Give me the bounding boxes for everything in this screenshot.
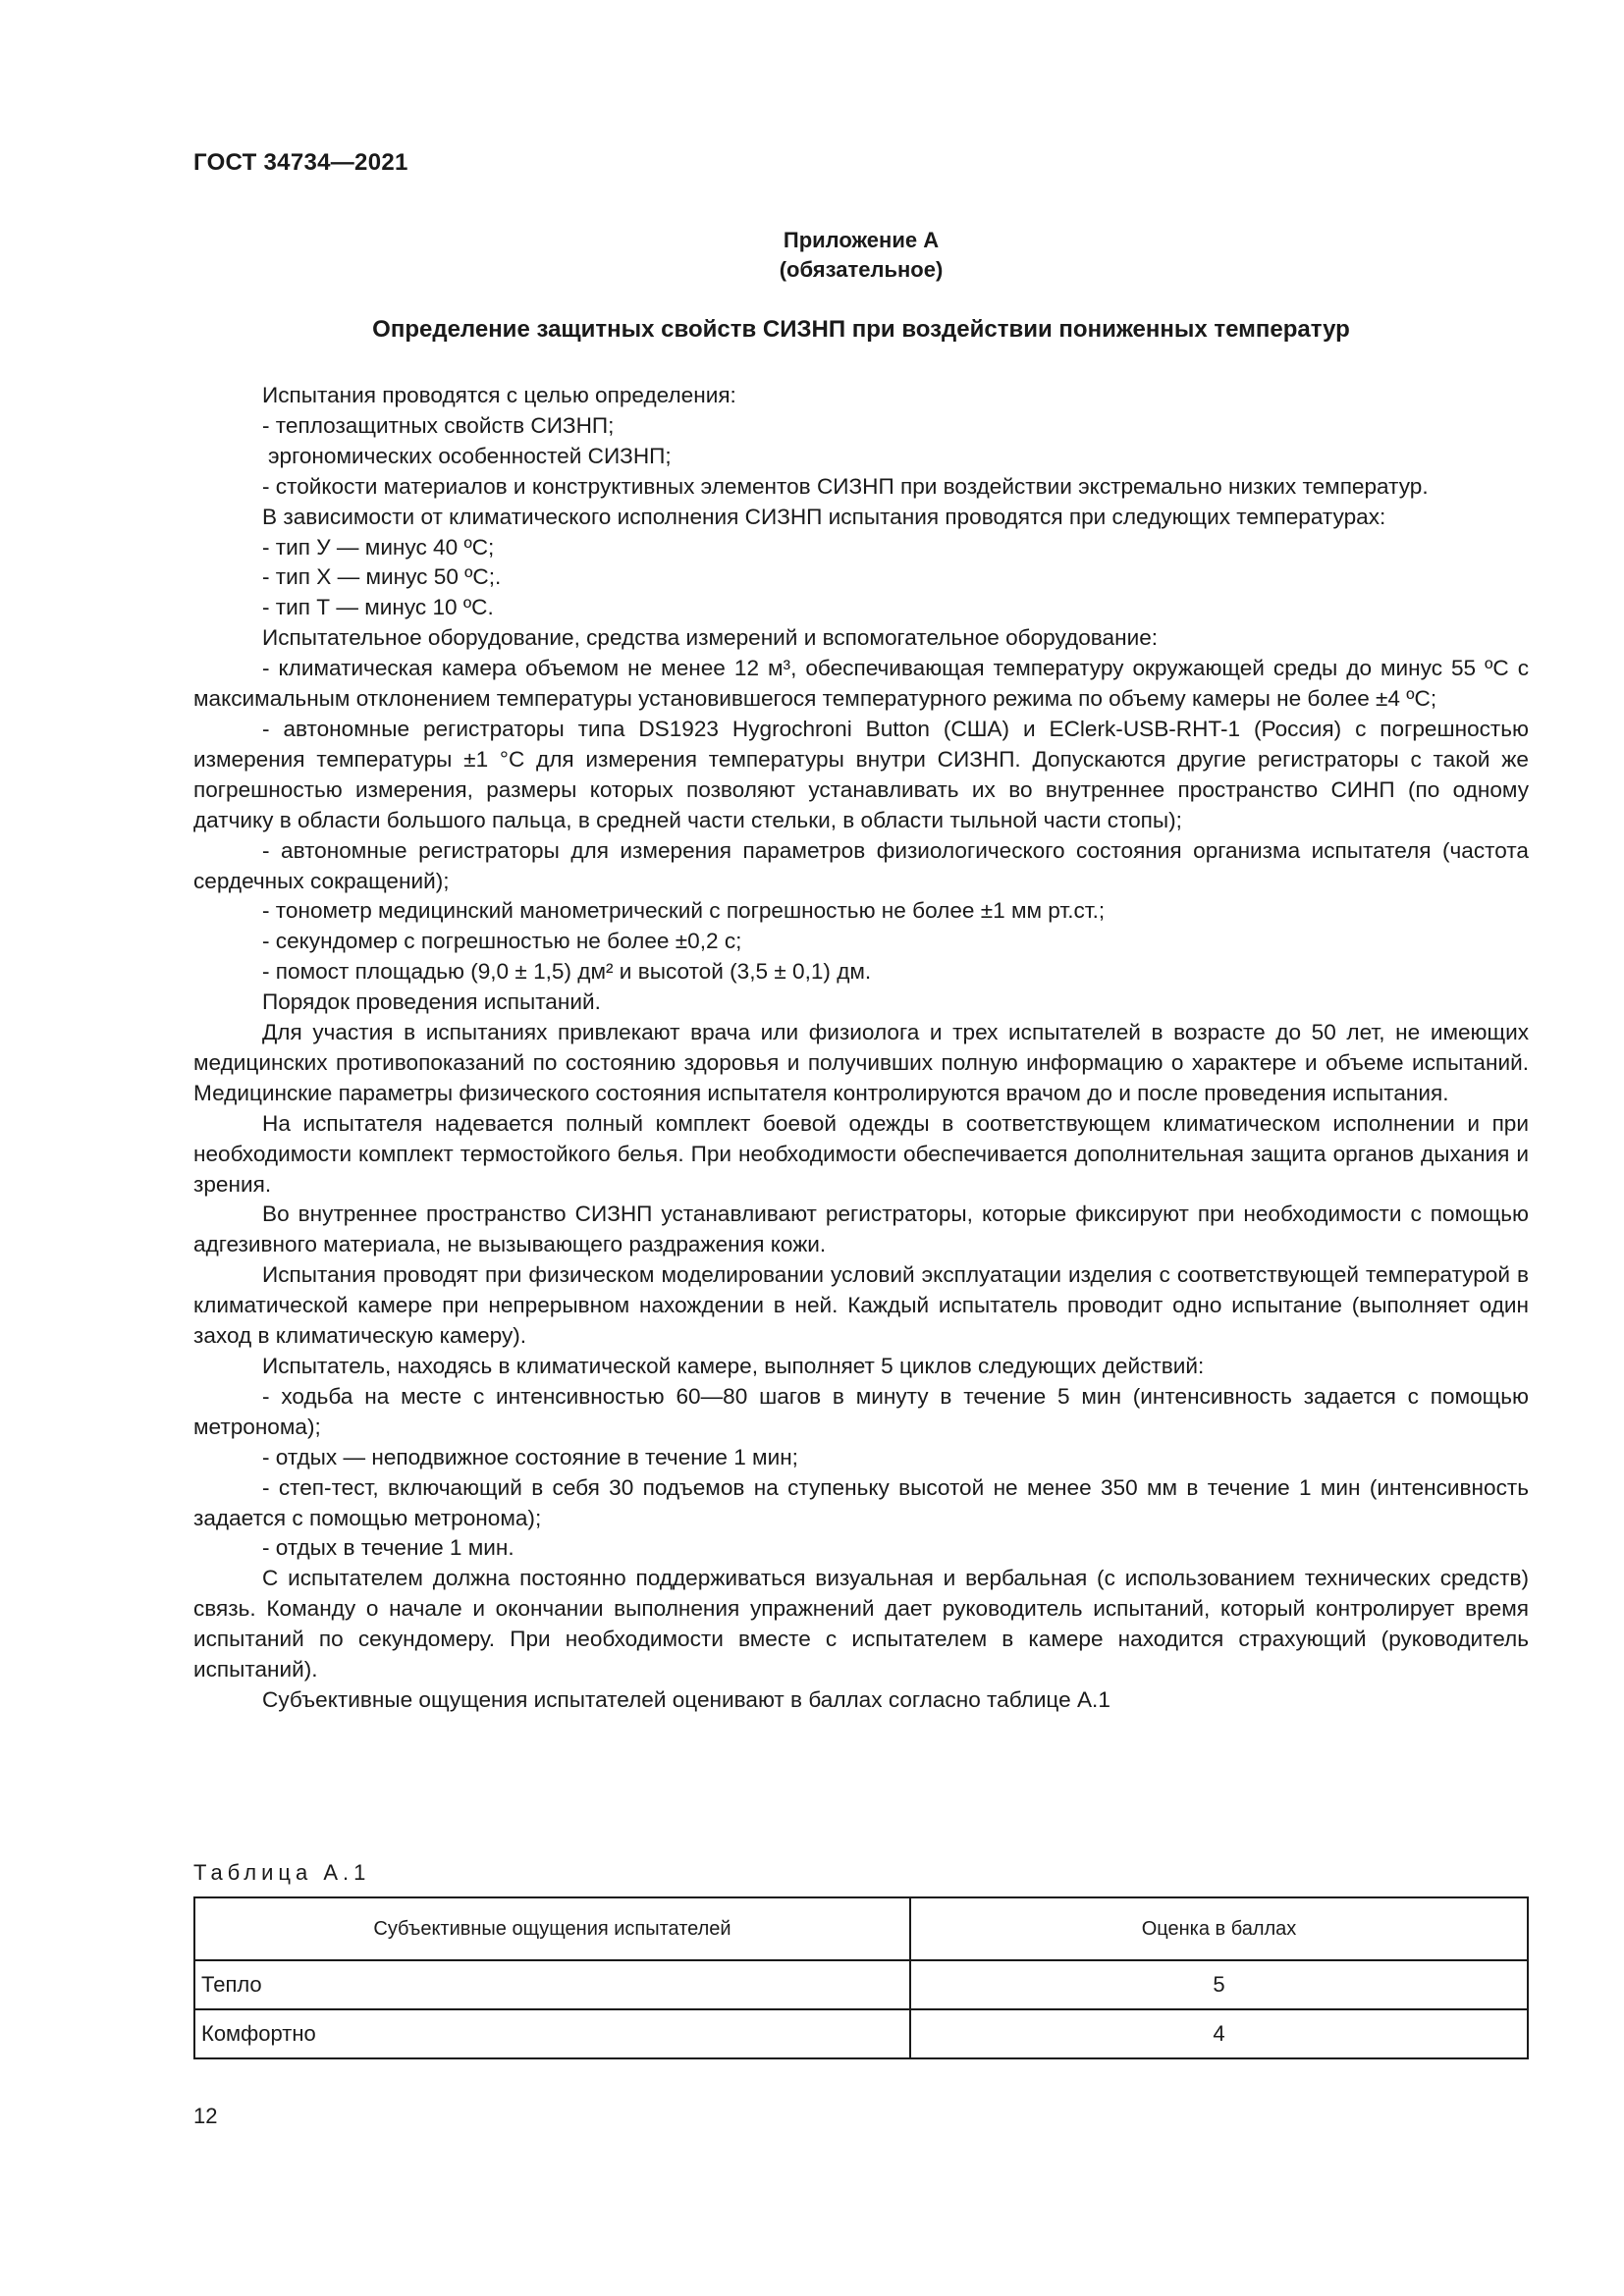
sensations-table xyxy=(193,1896,1529,2059)
paragraph: Испытания проводят при физическом моделировании условий эксплуатации изделия с соответствующей температурой в климатической камере при непрерывном нахождении в ней. Каждый испытатель проводит одно испытание (выполняет один заход в климатическую камеру). xyxy=(193,1262,1529,1349)
paragraph: Для участия в испытаниях привлекают врача или физиолога и трех испытателей в возрасте до 50 лет, не имеющих медицинских противопоказаний по состоянию здоровья и получивших полную информацию о характере и объеме испытаний. Медицинские параметры физического состояния испытателя контролируются врачом до и после проведения испытания. xyxy=(193,1020,1529,1105)
list-item: - тип У — минус 40 ºС; xyxy=(262,534,495,560)
section-title: Определение защитных свойств СИЗНП при воздействии пониженных температур xyxy=(372,316,1350,343)
list-item: - помост площадью (9,0 ± 1,5) дм² и высотой (3,5 ± 0,1) дм. xyxy=(262,959,872,985)
table-row xyxy=(194,1960,1528,2009)
sensation-cell: Комфортно xyxy=(194,2009,910,2058)
list-item: эргономических особенностей СИЗНП; xyxy=(268,443,672,468)
column-header-sensations: Субъективные ощущения испытателей xyxy=(194,1897,910,1960)
paragraph: Порядок проведения испытаний. xyxy=(262,989,601,1015)
paragraph: Испытательное оборудование, средства измерений и вспомогательное оборудование: xyxy=(262,625,1159,651)
body-text xyxy=(193,381,1529,1716)
list-item: - теплозащитных свойств СИЗНП; xyxy=(262,412,615,438)
paragraph: На испытателя надевается полный комплект боевой одежды в соответствующем климатическом исполнении и при необходимости комплект термостойкого белья. При необходимости обеспечивается дополнительная защита органов дыхания и зрения. xyxy=(193,1110,1529,1197)
list-item: - тип Т — минус 10 ºС. xyxy=(262,595,494,620)
table-caption: Таблица А.1 xyxy=(193,1860,371,1885)
list-item: - тонометр медицинский манометрический с погрешностью не более ±1 мм рт.ст.; xyxy=(262,898,1106,924)
document-standard-header: ГОСТ 34734—2021 xyxy=(193,149,408,176)
paragraph: С испытателем должна постоянно поддерживаться визуальная и вербальная (с использованием технических средств) связь. Команду о начале и окончании выполнения упражнений дает руководитель испытаний, который контролирует время испытаний по секундомеру. При необходимости вместе с испытателем в камере находится страхующий (руководитель испытаний). xyxy=(193,1566,1529,1682)
list-item: - стойкости материалов и конструктивных элементов СИЗНП при воздействии экстремально низких температур. xyxy=(262,473,1429,499)
paragraph: Испытания проводятся с целью определения: xyxy=(262,383,736,407)
score-cell: 5 xyxy=(910,1960,1528,2009)
paragraph: В зависимости от климатического исполнения СИЗНП испытания проводятся при следующих температурах: xyxy=(262,504,1386,529)
list-item: - отдых в течение 1 мин. xyxy=(262,1535,514,1561)
table-row xyxy=(194,2009,1528,2058)
list-item: - автономные регистраторы для измерения параметров физиологического состояния организма испытателя (частота сердечных сокращений); xyxy=(193,837,1529,893)
score-cell: 4 xyxy=(910,2009,1528,2058)
page-number: 12 xyxy=(193,2104,218,2128)
paragraph: Испытатель, находясь в климатической камере, выполняет 5 циклов следующих действий: xyxy=(262,1354,1205,1378)
list-item: - степ-тест, включающий в себя 30 подъемов на ступеньку высотой не менее 350 мм в течение 1 мин (интенсивность задается с помощью метронома); xyxy=(193,1474,1529,1530)
list-item: - климатическая камера объемом не менее 12 м³, обеспечивающая температуру окружающей среды до минус 55 ºС с максимальным отклонением температуры установившегося температурного режима по объему камеры не более ±4 ºС; xyxy=(193,656,1529,712)
table-header-row xyxy=(194,1897,1528,1960)
list-item: - ходьба на месте с интенсивностью 60—80 шагов в минуту в течение 5 мин (интенсивность задается с помощью метронома); xyxy=(193,1383,1529,1439)
appendix-title: Приложение А xyxy=(783,228,940,252)
list-item: - тип Х — минус 50 ºС;. xyxy=(262,564,502,590)
list-item: - автономные регистраторы типа DS1923 Hygrochroni Button (США) и EClerk-USB-RHT-1 (Россия) с погрешностью измерения температуры ±1 °С для измерения температуры внутри СИЗНП. Допускаются другие регистраторы с такой же погрешностью измерения, размеры которых позволяют устанавливать их во внутреннее пространство СИНП (по одному датчику в области большого пальца, в средней части стельки, в области тыльной части стопы); xyxy=(193,716,1529,832)
column-header-score: Оценка в баллах xyxy=(910,1897,1528,1960)
list-item: - секундомер с погрешностью не более ±0,2 с; xyxy=(262,929,742,954)
paragraph: Субъективные ощущения испытателей оценивают в баллах согласно таблице А.1 xyxy=(262,1686,1110,1712)
paragraph: Во внутреннее пространство СИЗНП устанавливают регистраторы, которые фиксируют при необходимости с помощью адгезивного материала, не вызывающего раздражения кожи. xyxy=(193,1201,1529,1257)
appendix-heading xyxy=(193,226,1529,285)
appendix-status: (обязательное) xyxy=(779,257,944,282)
list-item: - отдых — неподвижное состояние в течение 1 мин; xyxy=(262,1444,798,1469)
sensation-cell: Тепло xyxy=(194,1960,910,2009)
